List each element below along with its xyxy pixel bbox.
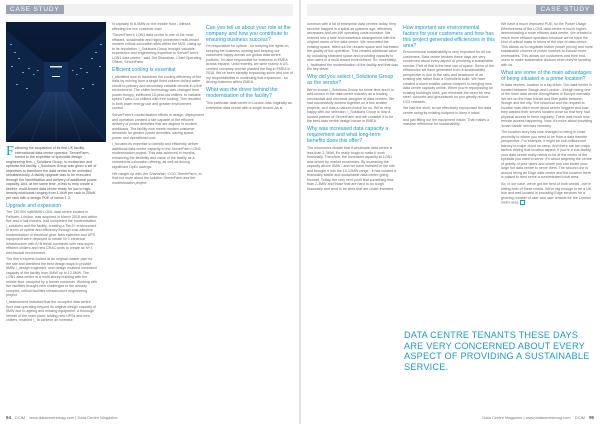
left-page: [0, 0, 299, 424]
body-paragraph: and just fitting out the equipment inside. That makes a massive difference for sustainability.: [403, 117, 490, 127]
data-centre-server-room-photo: [6, 22, 106, 142]
section-tag-left: CASE STUDY: [6, 5, 64, 14]
right-column-1: [307, 22, 399, 193]
body-paragraph: The 130,000 sqft/5MW LON1 data centre located in Feltham, London, was acquired in March 2018 and within five and a half months, had completed the modernisation. i_solutions and the facility, creating a Tier3+ environment in terms of uptime and efficiency through cost-effective modernisation of electrical gear. New switches and UPS equipment were deployed to create N+1 electrical infrastructure with A+B feeds combined with new super-efficient chillers and new CRAC units to create an N+1 mechanical environment.: [6, 210, 98, 255]
body-paragraph: I'm responsible for uptime - for keeping the lights on, keeping the business running and keeping our customers happy across our global data centre portfolio. I'm also responsible for business in EMEA across expand. Until recently, we were mainly a US-centred company and we planted the flag in EMEA in 2018. We've been steadily expanding since and one of my responsibilities is continuing that expansion - so driving business within EMEA.: [206, 44, 293, 85]
left-column-2: [112, 22, 204, 187]
footer-left: [6, 415, 118, 420]
body-paragraph: In data centres, location is a big driver. Our data centre is located between Slough and London - though being one of the main data centre throughfares in Europe normally. We are on the main transit and fibre paths between Slough and the city. The historical and the request to location was often more about server huggers and how they wanted their servers located close so that they had physical access to them regularly. There was much less remote access happening. Now, it's more about providing 'smart hands' services remotely.: [501, 83, 593, 128]
right-column-2: [403, 22, 495, 129]
heading-question-vendor: Why did you select i_Solutions Group as the vendor?: [307, 74, 394, 86]
left-column-1: [6, 146, 98, 325]
body-paragraph: ServerFarm's modernisation efforts in design, deployment and operation created a site capable of the efficient delivery of power densities that are aligned to modern workloads. The facility now meets modern customer demands for greater power densities, saving space, power and operational cost.: [112, 113, 204, 140]
heading-question-capacity: Why was increased data capacity a requirement and what long-term benefits does this offer?: [307, 126, 389, 145]
right-column-3: [501, 22, 594, 207]
body-paragraph: common with a lot of enterprise data centres today, they become trapped in a spiral as systems age, efficiency decreases and per-kW operating costs increase. We entered into a sale and leaseback arrangement with the original owner of the data centre. We renovated the existing space, fitted out the unused space and increased the quality of the operation. This created additional value by unlocking stranded space and providing capacity to new users in a multi-tenant environment. So, essentially, i_ facilitated the modernisation of the facility and that was the key driver.: [307, 22, 399, 71]
intro-paragraph: [6, 146, 98, 200]
drop-cap: F: [6, 144, 14, 159]
body-paragraph: The location story has now changed to being in close proximity to where you need to be from a data transfer perspective. For example, it might be sub-millisecond latency to major cloud on-ramp. And there are two major factors driving that location aspect; if you're a sub-facility, your data centre really needs to be at the centre of the eyeballs you want to serve. It's about targeting the centre of gravity of your users and where you can locate your large hot data centre to serve them. The second one is around being an Edge data centre and the location there is poised to best serve a concentrated local area.: [501, 130, 592, 180]
body-paragraph: This particular data centre in London was originally an enterprise data centre with a single tenant. As is: [206, 101, 292, 110]
body-paragraph: i_assessment indicated that the occupied data centre floor was operating beyond its original design capacity of 5MW due to ageing and missing equipment. A thorough refresh of the main plant, adding new UPSs and new chillers, enabled i_ to achieve an increase: [6, 300, 97, 323]
footer-issue-left: www.datacentremag.com | Data Centre Magazine: [29, 415, 118, 420]
footer-issue-right: Data Centre Magazine | www.datacentremag.com: [482, 415, 571, 420]
heading-question-location: What are some of the main advantages of being situated in a prime location?: [501, 69, 592, 82]
pull-quote: DATA CENTRE TENANTS THESE DAYS ARE VERY CONCERNED ABOUT EVERY ASPECT OF PROVIDING A SUSTAINABLE SERVICE.: [404, 330, 590, 372]
heading-question-environment: How important are environmental factors for your customers and how has this project generated efficiencies in this area?: [403, 24, 495, 49]
page-number-right: 95: [589, 415, 594, 420]
right-page: [301, 0, 600, 424]
heading-cooling: Efficient cooling is essential: [112, 67, 176, 74]
page-number-left: 94: [6, 415, 11, 420]
quote-paragraph: "ServerFarm's LON1 data centre is one of the most efficient, sustainable and highly connected multi-tenant modern critical colocation sites within the M25. Using up to its reputation, i_Solutions Group brought valuable experience and engineering expertise to ServerFarm's LON1 data centre," said Jim Shanahan, Chief Operating Officer, ServerFarm.: [112, 33, 202, 65]
section-tag-right: CASE STUDY: [536, 5, 594, 14]
body-paragraph: The economics dictate that if wholesale data centre is less than 2-3MW, it's really tough to make it work financially. Therefore, the increased capacity at LON1 was driven by market economics. By increasing the capacity above 5MW - and we have invested in the site and brought it into the 10-12MW range - it has created a financially stable and sustainable data centre going forward. Today, the very next you'll find something less than 2-3MW and those that are hard to do tough financially and tend to be sites that are under-invested.: [307, 146, 397, 191]
body-paragraph: in capacity to 8.5MW on the middle floor - without affecting the live customer load.: [112, 22, 191, 31]
server-room-illustration: [6, 22, 106, 142]
body-paragraph: We've known i_Solutions Group for some time and it is well-known in the data centre industry as a leading mechanical and electrical designer of data centres. We had successfully worked together on a few smaller projects, so it was a natural choice for us. We're very happy with our selection. i_Solutions Group is now a trusted partner of ServerFarm and we consider it to be the best data centre design house in EMEA.: [307, 87, 395, 124]
heading-question-driver: What was the driver behind the modernisation of the facility?: [206, 87, 278, 100]
footer-brand-left: DCIM: [15, 415, 26, 420]
closing-text: So, in our case, we've got the best of both worlds - we're hitting both of these needs. We're big enough to be a UK hub and well-located in providing Edge services for a growing number of user and user tenants for the London metro area.: [501, 182, 592, 205]
intro-text: ollowing the acquisition of its first UK facility, international data centre operator, ServerFarm, turned to the expertise of specialist design engineering firm, i_Solutions Group, to modernise and optimise the facility. i_Solutions Group was given a set of objectives to transform the data centre to be unlimited simultaneously. A facility upgrade was to be executed through the identification and delivery of additional power capacity. And, at the same time, a less to help create a flexible, multi-tenant data centre ready for low to high-density workloads ranging from 1-4kW per rack to 20kW per rack with a design PUE of below 1.3.: [6, 146, 97, 200]
body-paragraph: i_identified how to transform the cooling efficiency of the halls by moving from a single fixed volume chilled water circuit to primary and secondary variable circuits in a live environment. The chiller technology was changed from power-hungry, inefficient 15-year-old chillers, to variable speed Turbo-Cor chillers with free cooling. This resulted in both lower energy use and greater environment control.: [112, 74, 202, 111]
body-paragraph: We caught up with Jim Shanahan, COO, ServerFarm, to find out more about the solution ServerFarm and the modernisation project.: [112, 171, 202, 185]
heading-upgrade: Upgrade and expansion: [6, 202, 62, 209]
end-of-article-mark: [520, 200, 525, 205]
body-paragraph: We had the shell, so we effectively repurposed the data centre using its existing footprint to keep it intact: [403, 106, 492, 115]
left-column-3: [206, 22, 294, 112]
body-paragraph: Environmental sustainability is very important for all our customers. Data centre tenants these days are very concerned about every aspect of providing a sustainable service. Part of that is the best use of space. Some of the efficiencies we have generated from a sustainability perspective is due to the ratio and headroom of an existing site rather than a Greenfield build. We have created a much smaller carbon footprint to bringing new data centre capacity online. When you're repurposing an existing building's shell, you eliminate the need for new steel, concrete and groundwork so you greatly reduce CO2 releases.: [403, 50, 495, 104]
body-paragraph: We have a much improved PUE, so the Power Usage Effectiveness of the LON1 data centre is much higher, demonstrating a more efficient data centre. We created a much more efficient operation because we've hired the kind of critical mass in terms of the size of data centre. This allows us to negotiate leaner power pricing and more sustainable choices of power sources to include more renewables. This allows our customers and their end-users to make sustainable choices when they're locating with us.: [501, 22, 593, 67]
body-paragraph: [501, 182, 594, 205]
footer-right: [482, 415, 594, 420]
footer-brand-right: DCIM: [574, 415, 585, 420]
heading-question-role: Can you tell us about your role at the company and how you contribute to ensuring business success?: [206, 24, 291, 43]
body-paragraph: i_focused its expertise to identify and efficiently deliver additional data centre capacity to the ServerFarm LON1 modernisation project. This was achieved in months, enhancing the flexibility and value of the facility as a commercial colocation offering, as well as driving significant OpEx savings.: [112, 142, 201, 169]
body-paragraph: The firm's experts looked at an original master plan for the site and identified the best design ways to provide 6MW. i_design engineers' new design enabled increased capacity of the facility from 5MW up to 12.5MW. The LON1 data centre is a multi-storey building with the middle floor occupied by a former customer. Working with live facilities brought new challenges to the already complex, critical facilities infrastructure engineering project.: [6, 257, 98, 298]
